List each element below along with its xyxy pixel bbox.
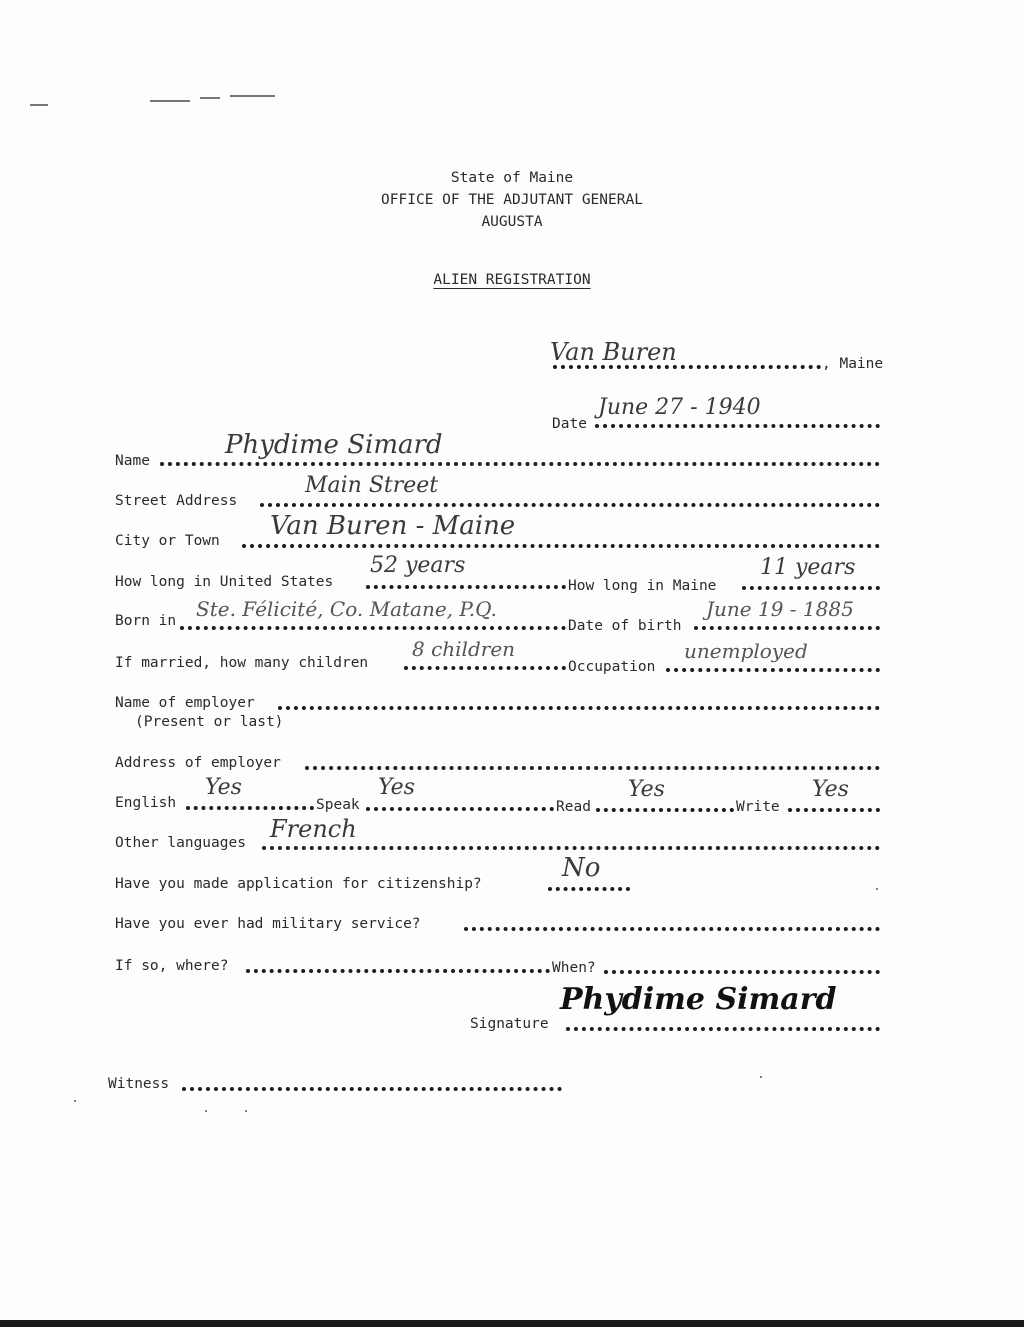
scan-artifact bbox=[245, 1110, 247, 1112]
place-dots bbox=[553, 365, 821, 369]
english-label: English bbox=[115, 795, 177, 811]
dob-handwritten: June 19 - 1885 bbox=[706, 597, 854, 621]
city-handwritten: Van Buren - Maine bbox=[270, 511, 516, 541]
when-dots bbox=[604, 970, 880, 974]
write-handwritten: Yes bbox=[812, 777, 849, 802]
scan-artifact bbox=[150, 100, 190, 102]
citizenship-label: Have you made application for citizenship? bbox=[115, 876, 482, 892]
children-handwritten: 8 children bbox=[412, 637, 516, 661]
english-dots bbox=[186, 806, 314, 810]
born-in-label: Born in bbox=[115, 613, 177, 629]
where-label: If so, where? bbox=[115, 958, 229, 974]
military-label: Have you ever had military service? bbox=[115, 916, 421, 932]
how-long-us-handwritten: 52 years bbox=[370, 553, 466, 578]
form-title: ALIEN REGISTRATION bbox=[433, 272, 591, 288]
born-in-handwritten: Ste. Félicité, Co. Matane, P.Q. bbox=[196, 597, 497, 621]
scan-artifact bbox=[760, 1076, 762, 1078]
header-office: OFFICE OF THE ADJUTANT GENERAL bbox=[381, 192, 643, 208]
speak-label: Speak bbox=[316, 797, 360, 813]
occupation-label: Occupation bbox=[568, 659, 656, 675]
street-dots bbox=[260, 503, 880, 507]
dob-label: Date of birth bbox=[568, 618, 682, 634]
children-dots bbox=[404, 666, 566, 670]
how-long-us-label: How long in United States bbox=[115, 574, 334, 590]
employer-label: Name of employer bbox=[115, 695, 255, 711]
witness-dots bbox=[182, 1087, 562, 1091]
date-dots bbox=[595, 424, 880, 428]
scan-artifact bbox=[30, 104, 48, 106]
english-handwritten: Yes bbox=[205, 775, 242, 800]
read-handwritten: Yes bbox=[628, 777, 665, 802]
military-dots bbox=[464, 927, 880, 931]
occupation-handwritten: unemployed bbox=[684, 639, 808, 663]
scan-artifact bbox=[205, 1110, 207, 1112]
signature-dots bbox=[566, 1027, 880, 1031]
speak-dots bbox=[366, 807, 554, 811]
when-label: When? bbox=[552, 960, 596, 976]
children-label: If married, how many children bbox=[115, 655, 369, 671]
how-long-us-dots bbox=[366, 585, 566, 589]
employer-address-dots bbox=[305, 766, 880, 770]
how-long-maine-label: How long in Maine bbox=[568, 578, 717, 594]
how-long-maine-dots bbox=[742, 586, 880, 590]
scan-artifact bbox=[876, 888, 878, 890]
city-label: City or Town bbox=[115, 533, 220, 549]
speak-handwritten: Yes bbox=[378, 775, 415, 800]
how-long-maine-handwritten: 11 years bbox=[760, 555, 856, 580]
name-dots bbox=[160, 462, 880, 466]
employer-sublabel: (Present or last) bbox=[135, 714, 284, 730]
dob-dots bbox=[694, 626, 880, 630]
date-label: Date bbox=[552, 416, 587, 432]
other-languages-dots bbox=[262, 846, 880, 850]
where-dots bbox=[246, 969, 550, 973]
name-label: Name bbox=[115, 453, 150, 469]
place-suffix: , Maine bbox=[822, 356, 884, 372]
scan-artifact bbox=[200, 97, 220, 99]
employer-dots bbox=[278, 706, 880, 710]
header-city: AUGUSTA bbox=[481, 214, 543, 230]
write-label: Write bbox=[736, 799, 780, 815]
other-languages-handwritten: French bbox=[270, 815, 357, 843]
citizenship-handwritten: No bbox=[562, 853, 601, 883]
street-label: Street Address bbox=[115, 493, 238, 509]
scan-artifact bbox=[74, 1100, 76, 1102]
citizenship-dots bbox=[548, 887, 630, 891]
date-handwritten: June 27 - 1940 bbox=[598, 395, 761, 420]
header-state: State of Maine bbox=[450, 170, 574, 186]
witness-label: Witness bbox=[108, 1076, 170, 1092]
read-label: Read bbox=[556, 799, 591, 815]
born-in-dots bbox=[180, 626, 566, 630]
occupation-dots bbox=[666, 668, 880, 672]
write-dots bbox=[788, 808, 880, 812]
read-dots bbox=[596, 808, 734, 812]
name-handwritten: Phydime Simard bbox=[225, 430, 443, 460]
place-handwritten: Van Buren bbox=[550, 338, 677, 366]
scan-artifact bbox=[230, 95, 275, 97]
signature-handwritten: Phydime Simard bbox=[560, 982, 837, 1017]
city-dots bbox=[242, 544, 880, 548]
street-handwritten: Main Street bbox=[305, 473, 439, 498]
signature-label: Signature bbox=[470, 1016, 549, 1032]
other-languages-label: Other languages bbox=[115, 835, 246, 851]
employer-address-label: Address of employer bbox=[115, 755, 281, 771]
